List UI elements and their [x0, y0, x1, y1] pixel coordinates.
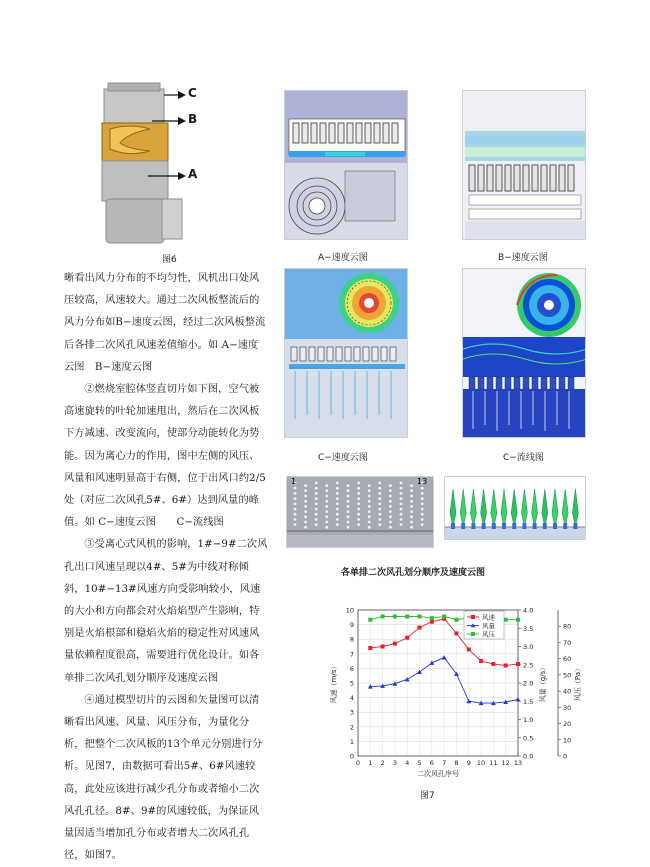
- y-right-tick-label: 80: [563, 622, 572, 631]
- b-speed-caption: B−速度云图: [498, 253, 548, 263]
- air-hole-dot: [389, 510, 392, 513]
- y-right-tick-label: 10: [563, 736, 572, 745]
- y-right-tick-label: 50: [563, 671, 572, 680]
- c-streamline-image: [462, 268, 586, 438]
- x-tick-label: 7: [442, 759, 447, 767]
- y-mid-tick-label: 3.5: [523, 624, 534, 633]
- air-hole-dot: [410, 495, 413, 498]
- air-hole-dot: [315, 523, 318, 526]
- air-hole-dot: [336, 487, 339, 490]
- series-2-point: [454, 618, 458, 622]
- x-tick-label: 6: [429, 759, 434, 767]
- air-hole-dot: [325, 500, 328, 503]
- air-hole-dot: [336, 508, 339, 511]
- y-mid-tick-label: 2.5: [523, 661, 534, 670]
- hole-row-label-last: 13: [417, 477, 428, 486]
- series-0-point: [381, 645, 385, 649]
- air-hole-dot: [315, 492, 318, 495]
- series-0-point: [405, 636, 409, 640]
- y-mid-tick-label: 0.0: [523, 752, 534, 761]
- series-2-point: [504, 618, 508, 622]
- y-mid-axis-title: 风量（g/s）: [539, 663, 547, 703]
- air-hole-dot: [304, 515, 307, 518]
- legend-label: 风压: [482, 630, 495, 639]
- air-hole-dot: [400, 518, 403, 521]
- air-hole-dot: [325, 510, 328, 513]
- air-hole-dot: [357, 513, 360, 516]
- y-left-tick-label: 6: [349, 664, 354, 673]
- air-hole-dot: [315, 518, 318, 521]
- y-mid-tick-label: 1.0: [523, 716, 534, 724]
- air-hole-dot: [336, 523, 339, 526]
- air-hole-dot: [294, 508, 297, 511]
- air-hole-dot: [421, 508, 424, 511]
- air-hole-dot: [325, 515, 328, 518]
- air-hole-dot: [368, 510, 371, 513]
- air-hole-dot: [389, 500, 392, 503]
- y-left-tick-label: 10: [345, 606, 354, 615]
- series-2-point: [442, 614, 446, 618]
- air-hole-dot: [389, 489, 392, 492]
- air-hole-dot: [347, 505, 350, 508]
- air-hole-dot: [421, 518, 424, 521]
- air-plume-base: [512, 523, 516, 529]
- air-hole-dot: [336, 502, 339, 505]
- air-hole-dot: [336, 518, 339, 521]
- figure-6-label-c: C: [188, 86, 197, 100]
- secondary-air-hole-layout-image: [286, 476, 434, 548]
- figure-6-label-b: B: [188, 112, 198, 126]
- air-hole-dot: [294, 487, 297, 490]
- series-0-point: [368, 646, 372, 650]
- air-hole-dot: [315, 508, 318, 511]
- air-hole-dot: [304, 495, 307, 498]
- series-2-point: [368, 618, 372, 622]
- body-paragraph-3: ③受离心式风机的影响，1#−9#二次风孔出口风速呈现以4#、5#为中线对称倾斜，10#−13#风速方向受影响较小，风速的大小和方向都会对火焰焰型产生影响，特别是火焰根部和稳焰火焰的稳定性对风速风量依赖程度很高，需要进行优化设计。如各单排二次风孔划分顺序及速度云图: [64, 539, 268, 684]
- air-hole-dot: [347, 526, 350, 529]
- series-2-point: [430, 616, 434, 620]
- air-hole-dot: [294, 497, 297, 500]
- air-hole-dot: [368, 495, 371, 498]
- air-hole-dot: [389, 495, 392, 498]
- x-tick-label: 8: [454, 759, 459, 767]
- air-hole-dot: [315, 497, 318, 500]
- air-plume-base: [502, 523, 506, 529]
- air-hole-dot: [304, 505, 307, 508]
- air-hole-dot: [400, 523, 403, 526]
- x-tick-label: 3: [392, 759, 397, 767]
- y-mid-tick-label: 2.0: [523, 679, 534, 688]
- air-hole-dot: [400, 508, 403, 511]
- air-plume-base: [563, 523, 567, 529]
- y-mid-tick-label: 4.0: [523, 606, 534, 615]
- x-tick-label: 12: [501, 759, 510, 767]
- a-speed-contour-image: [284, 90, 408, 240]
- legend-label: 风速: [482, 613, 495, 622]
- series-2-point: [418, 614, 422, 618]
- series-0-point: [516, 662, 520, 666]
- series-2-point: [393, 614, 397, 618]
- air-hole-dot: [357, 492, 360, 495]
- air-hole-dot: [347, 495, 350, 498]
- series-1-point: [405, 677, 410, 681]
- air-hole-dot: [315, 487, 318, 490]
- air-hole-dot: [304, 489, 307, 492]
- air-hole-dot: [389, 526, 392, 529]
- air-hole-dot: [421, 497, 424, 500]
- y-right-tick-label: 70: [563, 638, 572, 647]
- series-0-point: [430, 620, 434, 624]
- figure-6-caption: 图6: [162, 255, 177, 265]
- air-plume-base: [471, 523, 475, 529]
- y-left-tick-label: 1: [349, 737, 354, 746]
- c-speed-contour-image: [284, 268, 408, 438]
- air-plume-base: [543, 523, 547, 529]
- air-hole-dot: [389, 515, 392, 518]
- air-hole-dot: [410, 484, 413, 487]
- figure-7-chart-svg: [318, 588, 588, 780]
- y-right-tick-label: 0: [563, 752, 568, 761]
- y-left-tick-label: 0: [349, 752, 354, 761]
- air-hole-dot: [421, 523, 424, 526]
- air-hole-dot: [389, 505, 392, 508]
- y-right-axis-title: 风压（Pa）: [574, 664, 582, 702]
- figure-6-model-image: [96, 81, 266, 246]
- air-hole-dot: [421, 492, 424, 495]
- legend-marker: [471, 632, 475, 636]
- air-hole-dot: [378, 492, 381, 495]
- series-2-point: [405, 614, 409, 618]
- air-hole-dot: [336, 482, 339, 485]
- air-hole-dot: [400, 513, 403, 516]
- air-hole-dot: [336, 497, 339, 500]
- air-hole-dot: [294, 502, 297, 505]
- air-hole-dot: [315, 482, 318, 485]
- air-hole-dot: [325, 489, 328, 492]
- x-tick-label: 0: [355, 759, 361, 767]
- y-left-tick-label: 4: [349, 694, 354, 703]
- y-mid-tick-label: 1.5: [523, 697, 534, 706]
- air-hole-dot: [410, 521, 413, 524]
- air-hole-dot: [368, 489, 371, 492]
- air-hole-dot: [368, 500, 371, 503]
- y-left-tick-label: 5: [349, 679, 354, 688]
- series-2-point: [381, 614, 385, 618]
- air-hole-dot: [347, 500, 350, 503]
- air-hole-dot: [304, 526, 307, 529]
- air-hole-dot: [325, 526, 328, 529]
- air-hole-dot: [410, 489, 413, 492]
- air-hole-dot: [347, 510, 350, 513]
- air-hole-dot: [421, 502, 424, 505]
- figure-7-chart: [318, 588, 588, 780]
- air-hole-dot: [357, 497, 360, 500]
- air-hole-dot: [400, 502, 403, 505]
- series-0-point: [467, 647, 471, 651]
- air-hole-dot: [368, 526, 371, 529]
- air-hole-dot: [400, 492, 403, 495]
- body-paragraph-2: ②燃烧室腔体竖直切片如下图，空气被高速旋转的叶轮加速甩出，然后在二次风板下方减速、改变流向，使部分动能转化为势能。因为离心力的作用，图中左侧的风压、风量和风速明显高于右侧，位于出风口约2/5处（对应二次风孔5#、6#）达到风量的峰值。如 C−速度云图 C−流线图: [64, 384, 266, 529]
- air-hole-dot: [294, 523, 297, 526]
- air-hole-dot: [357, 518, 360, 521]
- air-hole-dot: [304, 510, 307, 513]
- x-tick-label: 2: [380, 759, 385, 767]
- air-hole-dot: [357, 502, 360, 505]
- air-hole-dot: [389, 484, 392, 487]
- x-tick-label: 4: [405, 759, 410, 767]
- figure-6-label-a: A: [188, 167, 198, 181]
- y-right-tick-label: 20: [563, 720, 572, 729]
- air-hole-dot: [357, 482, 360, 485]
- air-hole-dot: [347, 515, 350, 518]
- series-0-point: [491, 662, 495, 666]
- figure-6: [96, 81, 266, 246]
- b-speed-contour-image: [462, 90, 586, 240]
- air-hole-dot: [400, 487, 403, 490]
- series-1-point: [442, 655, 447, 659]
- air-hole-dot: [421, 487, 424, 490]
- air-hole-dot: [410, 505, 413, 508]
- air-hole-dot: [421, 513, 424, 516]
- air-hole-dot: [304, 521, 307, 524]
- air-hole-dot: [389, 521, 392, 524]
- x-tick-label: 9: [466, 759, 471, 767]
- x-tick-label: 5: [417, 759, 422, 767]
- body-text-column: [64, 268, 268, 867]
- air-hole-dot: [368, 521, 371, 524]
- air-hole-dot: [368, 484, 371, 487]
- air-hole-dot: [378, 523, 381, 526]
- air-hole-dot: [325, 484, 328, 487]
- body-paragraph-1: 晰看出风力分布的不均匀性，风机出口处风压较高，风速较大。通过二次风板整流后的风力分布如B−速度云图，经过二次风板整流后各排二次风孔风速差值缩小。如 A−速度云图 B−速度云图: [64, 273, 266, 373]
- x-tick-label: 11: [489, 759, 498, 767]
- y-mid-tick-label: 0.5: [523, 734, 534, 743]
- y-left-tick-label: 8: [349, 635, 354, 644]
- air-hole-dot: [368, 505, 371, 508]
- air-hole-dot: [378, 508, 381, 511]
- y-right-tick-label: 60: [563, 655, 572, 664]
- series-0-point: [393, 642, 397, 646]
- legend-marker: [471, 615, 475, 619]
- x-tick-label: 1: [368, 759, 373, 767]
- air-hole-dot: [294, 518, 297, 521]
- series-2-point: [516, 618, 520, 622]
- air-hole-dot: [410, 510, 413, 513]
- air-plume-base: [573, 523, 577, 529]
- air-hole-dot: [378, 518, 381, 521]
- air-hole-dot: [357, 523, 360, 526]
- air-hole-dot: [315, 502, 318, 505]
- air-hole-dot: [315, 513, 318, 516]
- y-left-axis-title: 风速（m/s）: [330, 662, 338, 704]
- air-hole-dot: [336, 513, 339, 516]
- y-mid-tick-label: 3.0: [523, 643, 534, 651]
- single-row-caption: 各单排二次风孔划分顺序及速度云图: [341, 568, 486, 578]
- air-hole-dot: [378, 502, 381, 505]
- air-hole-dot: [410, 515, 413, 518]
- air-plume-base: [533, 523, 537, 529]
- body-paragraph-4: ④通过模型切片的云图和矢量图可以清晰看出风速、风量、风压分布，为量化分析，把整个二次风板的13个单元分别进行分析。见图7，由数据可看出5#、6#风速较高，此处应该进行减少孔分布或者缩小二次风孔孔径。8#、9#的风速较低，为保证风量因适当增加孔分布或者增大二次风孔孔径，如图7。: [64, 694, 263, 862]
- air-hole-dot: [400, 497, 403, 500]
- air-hole-dot: [357, 508, 360, 511]
- air-hole-dot: [294, 513, 297, 516]
- series-0-point: [418, 626, 422, 630]
- air-hole-dot: [410, 500, 413, 503]
- air-hole-dot: [347, 484, 350, 487]
- air-hole-dot: [325, 521, 328, 524]
- series-0-point: [504, 663, 508, 667]
- air-hole-dot: [400, 482, 403, 485]
- air-hole-dot: [336, 492, 339, 495]
- air-hole-dot: [347, 521, 350, 524]
- air-hole-dot: [304, 484, 307, 487]
- air-hole-dot: [347, 489, 350, 492]
- air-hole-dot: [378, 497, 381, 500]
- y-right-tick-label: 40: [563, 687, 572, 696]
- figure-7-caption: 图7: [420, 791, 435, 801]
- air-plume-base: [451, 523, 455, 529]
- air-hole-dot: [378, 513, 381, 516]
- series-0-point: [454, 631, 458, 635]
- air-plume-base: [553, 523, 557, 529]
- legend-label: 风量: [482, 622, 495, 630]
- x-axis-title: 二次风孔序号: [417, 770, 459, 778]
- air-plume-base: [461, 523, 465, 529]
- a-speed-caption: A−速度云图: [318, 253, 368, 263]
- c-streamline-caption: C−流线图: [503, 453, 544, 463]
- air-hole-dot: [304, 500, 307, 503]
- air-hole-dot: [378, 487, 381, 490]
- air-hole-dot: [410, 526, 413, 529]
- y-right-tick-label: 30: [563, 703, 572, 712]
- y-left-tick-label: 9: [349, 621, 354, 630]
- c-speed-caption: C−速度云图: [318, 453, 368, 463]
- air-hole-dot: [325, 495, 328, 498]
- air-hole-dot: [294, 492, 297, 495]
- air-hole-dot: [368, 515, 371, 518]
- air-plume-base: [522, 523, 526, 529]
- air-hole-dot: [378, 482, 381, 485]
- x-tick-label: 10: [476, 759, 486, 767]
- series-1-point: [429, 661, 434, 665]
- air-plume-base: [492, 523, 496, 529]
- y-left-tick-label: 3: [349, 708, 354, 717]
- series-0-point: [479, 659, 483, 663]
- x-tick-label: 13: [513, 759, 523, 767]
- y-left-tick-label: 7: [349, 650, 354, 659]
- y-left-tick-label: 2: [349, 723, 354, 732]
- hole-row-label-first: 1: [291, 477, 297, 486]
- air-plume-base: [482, 523, 486, 529]
- single-row-velocity-contour-image: [444, 476, 586, 540]
- air-hole-dot: [325, 505, 328, 508]
- air-hole-dot: [357, 487, 360, 490]
